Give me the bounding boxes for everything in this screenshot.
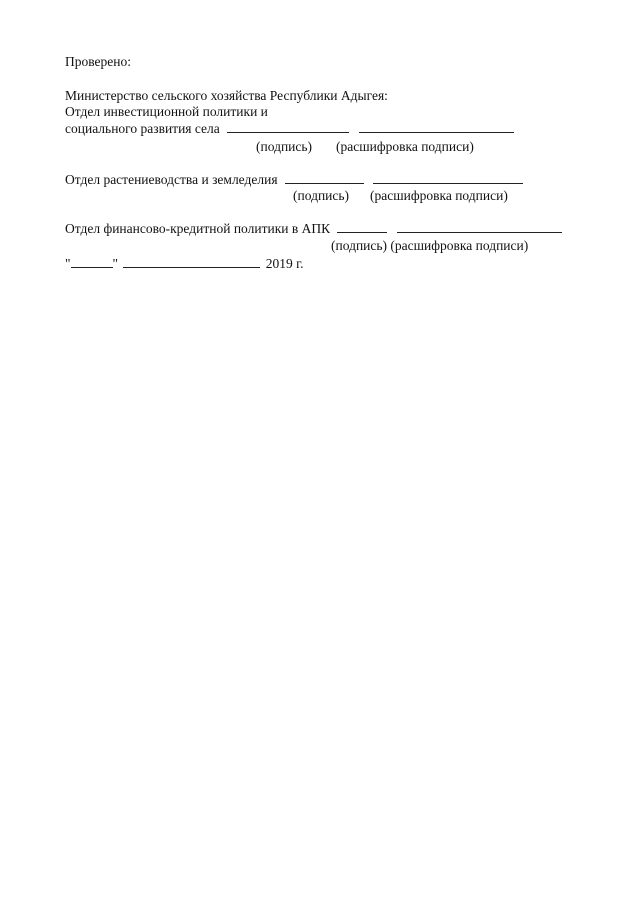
dept-crops-decoding-caption: (расшифровка подписи)	[370, 188, 508, 203]
date-close-quote: "	[112, 256, 119, 271]
dept-investment-signature-field[interactable]	[227, 120, 349, 133]
dept-finance-decoding-field[interactable]	[397, 220, 562, 233]
dept-investment-line2	[65, 120, 514, 137]
dept-crops-line	[65, 171, 523, 188]
date-month-field[interactable]	[123, 255, 260, 268]
dept-finance-line	[65, 220, 562, 237]
date-day-field[interactable]	[71, 255, 113, 268]
ministry-line: Министерство сельского хозяйства Республики Адыгея:	[65, 88, 388, 103]
dept-investment-signature-caption: (подпись)	[256, 139, 313, 154]
dept-crops-text: Отдел растениеводства и земледелия	[65, 172, 278, 187]
date-year-text: 2019 г.	[265, 256, 304, 271]
dept-crops-signature-field[interactable]	[285, 171, 364, 184]
dept-finance-signature-field[interactable]	[337, 220, 387, 233]
dept-investment-line1: Отдел инвестиционной политики и	[65, 104, 268, 119]
dept-investment-decoding-field[interactable]	[359, 120, 514, 133]
checked-label: Проверено:	[65, 54, 132, 69]
date-line	[65, 255, 304, 272]
date-open-quote: "	[65, 256, 71, 271]
dept-crops-decoding-field[interactable]	[373, 171, 523, 184]
dept-finance-text: Отдел финансово-кредитной политики в АПК	[65, 221, 331, 236]
dept-investment-decoding-caption: (расшифровка подписи)	[336, 139, 474, 154]
dept-finance-captions: (подпись) (расшифровка подписи)	[331, 238, 529, 253]
dept-investment-line2-text: социального развития села	[65, 121, 220, 136]
dept-crops-signature-caption: (подпись)	[293, 188, 350, 203]
